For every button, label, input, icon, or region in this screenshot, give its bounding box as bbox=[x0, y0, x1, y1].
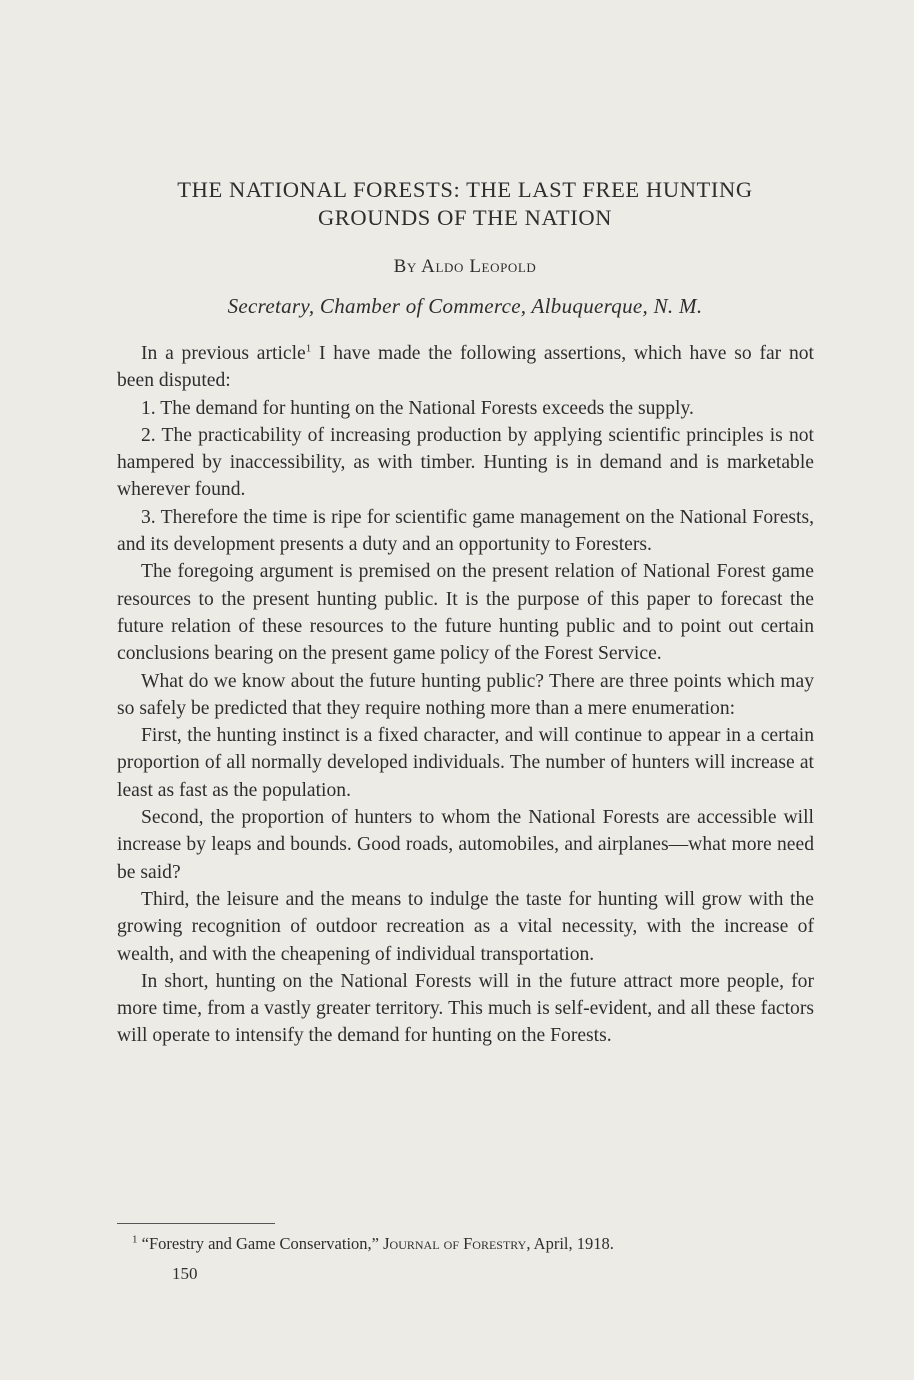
paragraph-9: Third, the leisure and the means to indulge the taste for hunting will grow with the growing recognition of outdoor recreation as a vital necessity, with the increase of wealth, and with the cheapening of individual transportation. bbox=[117, 888, 814, 965]
paragraph-10: In short, hunting on the National Forests will in the future attract more people, for more time, from a vastly greater territory. This much is self-evident, and all these factors will operate to intensify the demand for hunting on the Forests. bbox=[117, 970, 814, 1047]
paragraph-4: 3. Therefore the time is ripe for scientific game management on the National Forests, and its development presents a duty and an opportunity to Foresters. bbox=[117, 506, 814, 556]
footnote-text: “Forestry and Game Conservation,” bbox=[141, 1234, 384, 1253]
paragraph-1 bbox=[117, 340, 814, 395]
paragraph-6: What do we know about the future hunting public? There are three points which may so safely be predicted that they require nothing more than a mere enumeration: bbox=[117, 670, 814, 719]
footnote-divider bbox=[117, 1223, 275, 1224]
page-number: 150 bbox=[172, 1264, 198, 1283]
paragraph-5: The foregoing argument is premised on the present relation of National Forest game resources to the present hunting public. It is the purpose of this paper to forecast the future relation of these resources to the future hunting public and to point out certain conclusions bearing on the present game policy of the Forest Service. bbox=[117, 561, 814, 665]
paragraph-1-rest: I have made the following assertions, which have so far not been disputed: bbox=[117, 343, 814, 392]
footnote-journal: Journal of Forestry bbox=[383, 1234, 527, 1253]
title-line-1: THE NATIONAL FORESTS: THE LAST FREE HUNTING bbox=[177, 177, 753, 202]
footnote bbox=[132, 1234, 812, 1254]
article-body bbox=[117, 340, 814, 1050]
title-line-2: GROUNDS OF THE NATION bbox=[317, 205, 613, 230]
article-title bbox=[100, 176, 830, 232]
paragraph-3: 2. The practicability of increasing production by applying scientific principles is not hampered by inaccessibility, as with timber. Hunting is in demand and is marketable wherever found. bbox=[117, 424, 814, 501]
paragraph-8: Second, the proportion of hunters to whom the National Forests are accessible will increase by leaps and bounds. Good roads, automobiles, and airplanes—what more need be said? bbox=[117, 807, 814, 883]
paragraph-7: First, the hunting instinct is a fixed character, and will continue to appear in a certain proportion of all normally developed individuals. The number of hunters will increase at least as fast as the population. bbox=[117, 725, 814, 801]
footnote-ref: 1 bbox=[305, 342, 312, 355]
author-byline: By Aldo Leopold bbox=[393, 256, 537, 277]
author-affiliation: Secretary, Chamber of Commerce, Albuquerque, N. M. bbox=[227, 294, 703, 318]
paragraph-2: 1. The demand for hunting on the National Forests exceeds the supply. bbox=[141, 397, 694, 419]
paragraph-1-text: In a previous article bbox=[141, 343, 306, 364]
footnote-mark: 1 bbox=[132, 1233, 138, 1246]
footnote-date: , April, 1918. bbox=[526, 1234, 614, 1253]
